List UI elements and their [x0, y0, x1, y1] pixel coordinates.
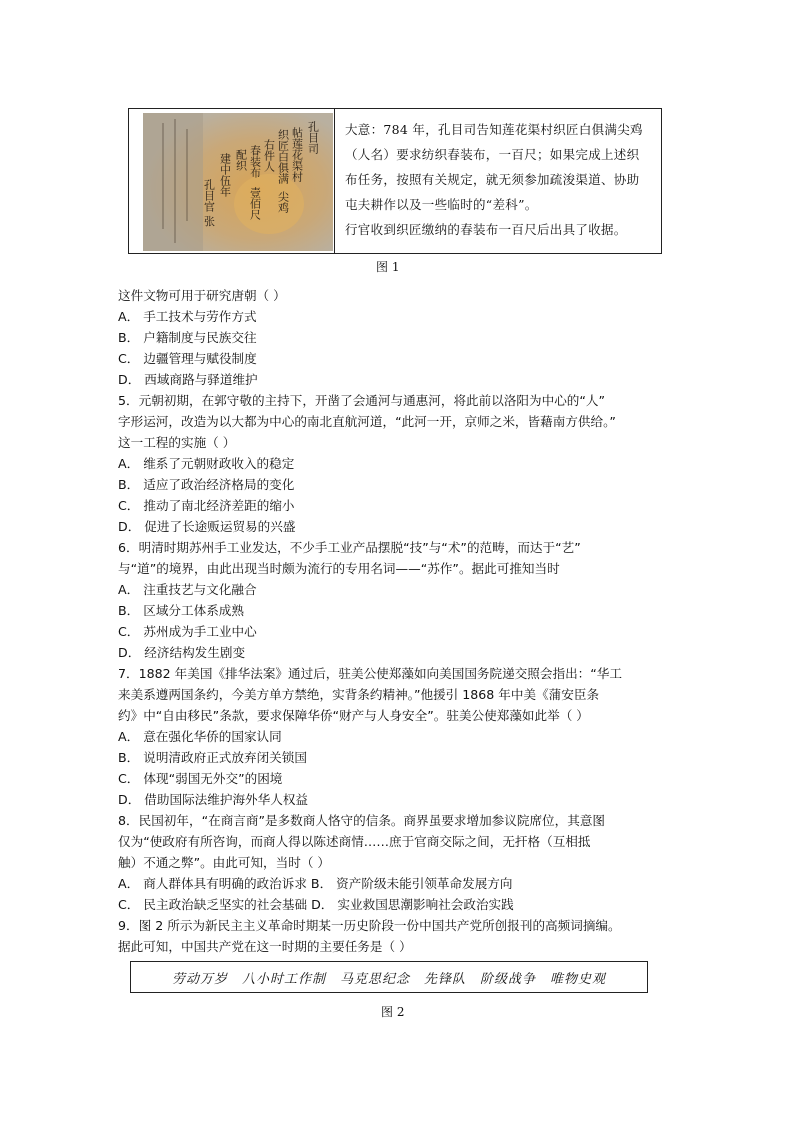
question-stem: 6．明清时期苏州手工业发达，不少手工业产品摆脱“技”与“术”的范畴，而达于“艺”: [118, 540, 581, 555]
keyword: 劳动万岁: [171, 971, 228, 987]
translation-line: 布任务，按照有关规定，就无须参加疏浚渠道、协助: [345, 172, 640, 187]
keyword: 八小时工作制: [241, 971, 326, 987]
keyword: 阶级战争: [480, 971, 537, 987]
option: C． 边疆管理与赋役制度: [118, 351, 257, 366]
question-stem: 这一工程的实施（ ）: [118, 435, 236, 450]
question-body: [118, 285, 678, 957]
question-stem: 字形运河，改造为以大都为中心的南北直航河道，“此河一开，京师之米，皆藉南方供给。”: [118, 414, 616, 429]
manuscript-col-10: 孔目官 张: [202, 179, 216, 227]
question-stem: 约》中“自由移民”条款，要求保障华侨“财产与人身安全”。驻美公使郑藻如此举（ ）: [118, 708, 589, 723]
figure-1-caption: 图 1: [376, 260, 400, 274]
option: D． 促进了长途贩运贸易的兴盛: [118, 519, 296, 534]
question-stem: 这件文物可用于研究唐朝（ ）: [118, 288, 286, 303]
manuscript-col-9: 建中伍年: [218, 153, 232, 197]
manuscript-col-6: 春装布: [248, 145, 262, 178]
figure-2-caption: 图 2: [381, 1005, 405, 1019]
translation-line: 屯夫耕作以及一些临时的“差科”。: [345, 197, 538, 212]
question-stem: 据此可知，中国共产党在这一时期的主要任务是（ ）: [118, 939, 412, 954]
option: A． 手工技术与劳作方式: [118, 309, 257, 324]
translation-line: 行官收到织匠缴纳的春装布一百尺后出具了收据。: [345, 222, 627, 237]
question-stem: 来美系遵两国条约，今美方单方禁绝，实背条约精神。”他援引 1868 年中美《蒲安臣条: [118, 687, 600, 702]
option: B． 说明清政府正式放弃闭关锁国: [118, 750, 307, 765]
question-stem: 7．1882 年美国《排华法案》通过后，驻美公使郑藻如向美国国务院递交照会指出：“华工: [118, 666, 622, 681]
option: B． 适应了政治经济格局的变化: [118, 477, 295, 492]
option: C． 苏州成为手工业中心: [118, 624, 257, 639]
translation-line: 大意：784 年，孔目司告知莲花渠村织匠白俱满尖鸡: [345, 122, 643, 137]
question-stem: 仅为“使政府有所咨询，而商人得以陈述商情……庶于官商交际之间，无扞格（互相抵: [118, 834, 591, 849]
keyword: 唯物史观: [550, 971, 607, 987]
manuscript-col-3: 织匠白俱满: [276, 129, 290, 184]
manuscript-image: [129, 109, 335, 253]
option: C． 体现“弱国无外交”的困境: [118, 771, 283, 786]
option: A． 意在强化华侨的国家认同: [118, 729, 282, 744]
manuscript-col-1: 孔目司: [306, 121, 320, 154]
option: D． 西域商路与驿道维护: [118, 372, 258, 387]
manuscript-photo: [129, 109, 335, 253]
option: D． 借助国际法维护海外华人权益: [118, 792, 309, 807]
keyword: 先锋队: [424, 971, 467, 987]
option: A． 商人群体具有明确的政治诉求 B． 资产阶级未能引领革命发展方向: [118, 876, 513, 891]
translation-line: （人名）要求纺织春装布，一百尺；如果完成上述织: [345, 147, 640, 162]
option: B． 户籍制度与民族交往: [118, 330, 257, 345]
question-stem: 5．元朝初期，在郭守敬的主持下，开凿了会通河与通惠河，将此前以洛阳为中心的“人”: [118, 393, 606, 408]
manuscript-col-8: 配织: [234, 149, 248, 171]
option: C． 推动了南北经济差距的缩小: [118, 498, 295, 513]
option: B． 区域分工体系成熟: [118, 603, 244, 618]
keyword: 马克思纪念: [339, 971, 410, 987]
option: C． 民主政治缺乏坚实的社会基础 D． 实业救国思潮影响社会政治实践: [118, 897, 514, 912]
question-stem: 8．民国初年，“在商言商”是多数商人恪守的信条。商界虽要求增加参议院席位，其意图: [118, 813, 606, 828]
manuscript-col-7: 壹佰尺: [248, 187, 262, 220]
option: D． 经济结构发生剧变: [118, 645, 246, 660]
question-stem: 9．图 2 所示为新民主主义革命时期某一历史阶段一份中国共产党所创报刊的高频词摘编。: [118, 918, 621, 933]
manuscript-col-4: 尖鸡: [276, 191, 290, 213]
option: A． 注重技艺与文化融合: [118, 582, 257, 597]
question-stem: 触）不通之弊”。由此可知，当时（ ）: [118, 855, 331, 870]
figure-1-translation: [335, 109, 661, 253]
figure-1: [128, 108, 662, 254]
manuscript-col-5: 右件人: [262, 139, 276, 172]
manuscript-col-2: 帖莲花渠村: [290, 127, 304, 182]
question-stem: 与“道”的境界，由此出现当时颇为流行的专用名词——“苏作”。据此可推知当时: [118, 561, 560, 576]
figure-2-keywords: [130, 961, 648, 993]
option: A． 维系了元朝财政收入的稳定: [118, 456, 295, 471]
